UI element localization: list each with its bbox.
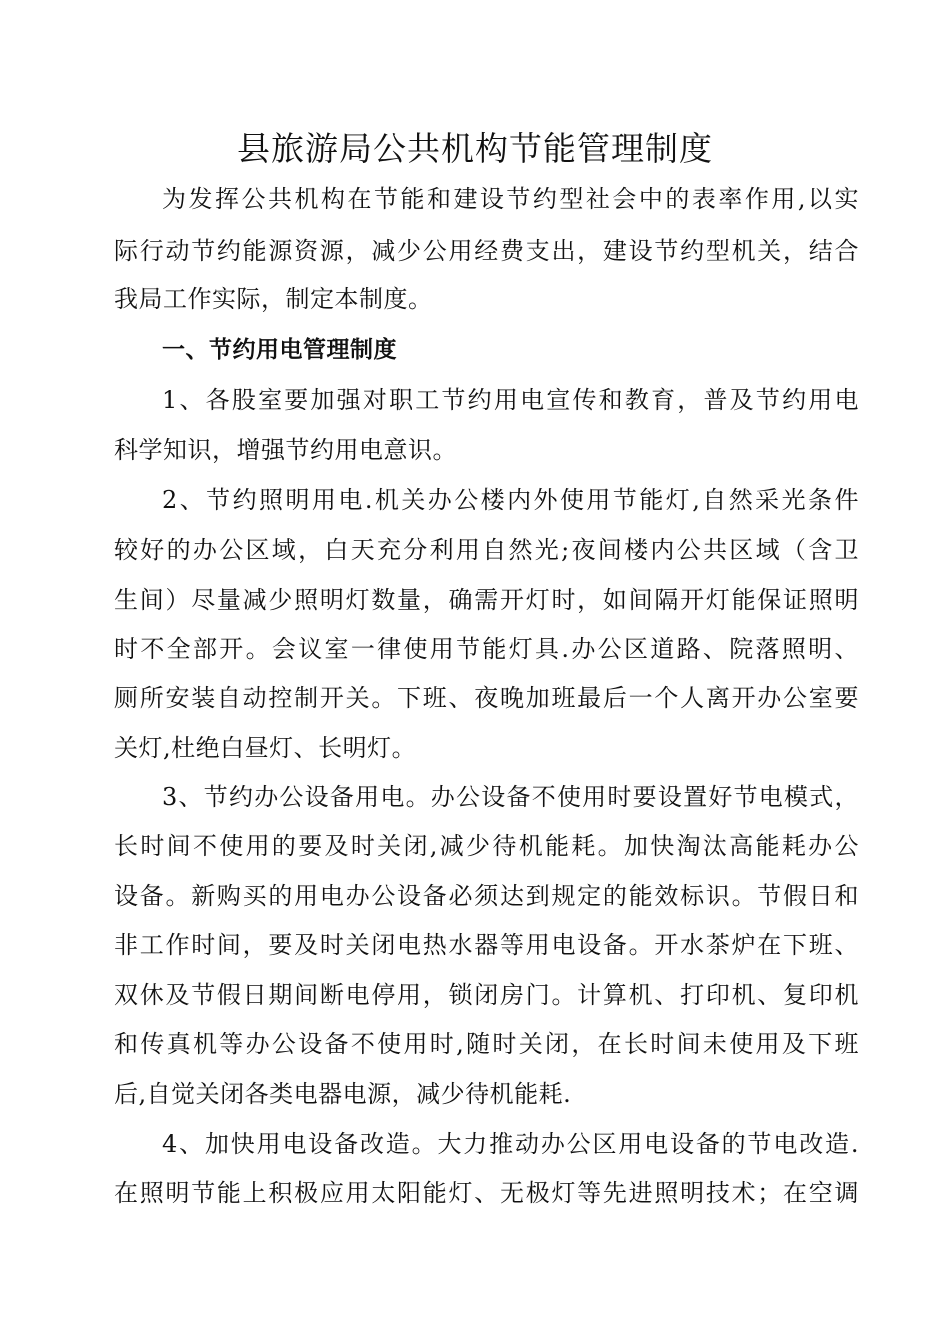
- paragraph-line: 2、节约照明用电.机关办公楼内外使用节能灯,自然采光条件: [162, 486, 859, 514]
- paragraph-line: 双休及节假日期间断电停用，锁闭房门。计算机、打印机、复印机: [114, 981, 859, 1009]
- paragraph-line: 设备。新购买的用电办公设备必须达到规定的能效标识。节假日和: [114, 882, 859, 910]
- paragraph-line: 3、节约办公设备用电。办公设备不使用时要设置好节电模式，: [162, 783, 859, 811]
- paragraph-line: 时不全部开。会议室一律使用节能灯具.办公区道路、院落照明、: [114, 635, 859, 663]
- paragraph-line: 科学知识，增强节约用电意识。: [114, 436, 457, 464]
- paragraph-line: 关灯,杜绝白昼灯、长明灯。: [114, 734, 417, 762]
- section-heading: 一、节约用电管理制度: [162, 337, 397, 363]
- paragraph-line: 1、各股室要加强对职工节约用电宣传和教育，普及节约用电: [162, 386, 859, 414]
- paragraph-line: 后,自觉关闭各类电器电源，减少待机能耗.: [114, 1080, 572, 1108]
- paragraph-line: 厕所安装自动控制开关。下班、夜晚加班最后一个人离开办公室要: [114, 684, 859, 712]
- paragraph-line: 和传真机等办公设备不使用时,随时关闭，在长时间未使用及下班: [114, 1030, 859, 1058]
- paragraph-line: 较好的办公区域，白天充分利用自然光;夜间楼内公共区域（含卫: [114, 536, 859, 564]
- paragraph-line: 4、加快用电设备改造。大力推动办公区用电设备的节电改造.: [162, 1130, 859, 1158]
- document-title: 县旅游局公共机构节能管理制度: [237, 129, 713, 168]
- paragraph-line: 长时间不使用的要及时关闭,减少待机能耗。加快淘汰高能耗办公: [114, 832, 859, 860]
- paragraph-line: 我局工作实际，制定本制度。: [114, 285, 433, 313]
- paragraph-line: 为发挥公共机构在节能和建设节约型社会中的表率作用,以实: [162, 185, 859, 213]
- paragraph-line: 在照明节能上积极应用太阳能灯、无极灯等先进照明技术；在空调: [114, 1179, 859, 1207]
- paragraph-line: 际行动节约能源资源，减少公用经费支出，建设节约型机关，结合: [114, 237, 859, 265]
- paragraph-line: 生间）尽量减少照明灯数量，确需开灯时，如间隔开灯能保证照明: [114, 586, 859, 614]
- paragraph-line: 非工作时间，要及时关闭电热水器等用电设备。开水茶炉在下班、: [114, 931, 859, 959]
